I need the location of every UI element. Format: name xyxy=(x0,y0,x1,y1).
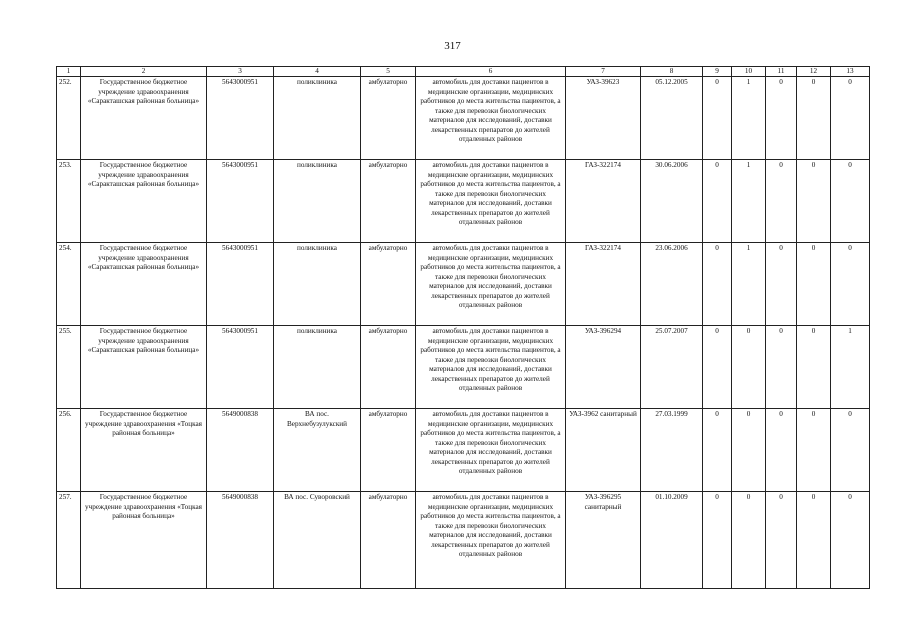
col11-cell: 0 xyxy=(766,77,797,160)
column-header: 4 xyxy=(274,67,361,77)
institution-cell: Государственное бюджетное учреждение здравоохранения «Саракташская районная больница» xyxy=(81,160,207,243)
care-type-cell: амбулаторно xyxy=(361,77,416,160)
col10-cell: 0 xyxy=(732,409,766,492)
col11-cell: 0 xyxy=(766,409,797,492)
col9-cell: 0 xyxy=(703,492,732,589)
column-header: 7 xyxy=(566,67,641,77)
page-number: 317 xyxy=(444,40,461,52)
purpose-cell: автомобиль для доставки пациентов в медицинские организации, медицинских работников до места жительства пациентов, а также для перевозки биологических материалов для исследований, доставки лекарственных препаратов до жителей отдаленных районов xyxy=(416,326,566,409)
care-type-cell: амбулаторно xyxy=(361,492,416,589)
date-cell: 27.03.1999 xyxy=(641,409,703,492)
vehicle-cell: УАЗ-39623 xyxy=(566,77,641,160)
unit-cell: ВА пос. Суворовский xyxy=(274,492,361,589)
column-header: 13 xyxy=(831,67,870,77)
row-number-cell: 253. xyxy=(57,160,81,243)
unit-cell: поликлиника xyxy=(274,77,361,160)
care-type-cell: амбулаторно xyxy=(361,409,416,492)
col9-cell: 0 xyxy=(703,77,732,160)
col10-cell: 1 xyxy=(732,160,766,243)
date-cell: 05.12.2005 xyxy=(641,77,703,160)
table-row xyxy=(57,160,870,243)
row-number-cell: 255. xyxy=(57,326,81,409)
col9-cell: 0 xyxy=(703,243,732,326)
col10-cell: 1 xyxy=(732,243,766,326)
column-header: 12 xyxy=(797,67,831,77)
col10-cell: 0 xyxy=(732,492,766,589)
inn-cell: 5643000951 xyxy=(207,326,274,409)
column-header: 9 xyxy=(703,67,732,77)
table-row xyxy=(57,409,870,492)
purpose-cell: автомобиль для доставки пациентов в медицинские организации, медицинских работников до места жительства пациентов, а также для перевозки биологических материалов для исследований, доставки лекарственных препаратов до жителей отдаленных районов xyxy=(416,160,566,243)
column-header: 3 xyxy=(207,67,274,77)
care-type-cell: амбулаторно xyxy=(361,160,416,243)
col11-cell: 0 xyxy=(766,160,797,243)
purpose-cell: автомобиль для доставки пациентов в медицинские организации, медицинских работников до места жительства пациентов, а также для перевозки биологических материалов для исследований, доставки лекарственных препаратов до жителей отдаленных районов xyxy=(416,409,566,492)
column-header: 2 xyxy=(81,67,207,77)
column-header: 6 xyxy=(416,67,566,77)
date-cell: 30.06.2006 xyxy=(641,160,703,243)
row-number-cell: 257. xyxy=(57,492,81,589)
institution-cell: Государственное бюджетное учреждение здравоохранения «Тоцкая районная больница» xyxy=(81,409,207,492)
row-number-cell: 256. xyxy=(57,409,81,492)
col10-cell: 1 xyxy=(732,77,766,160)
row-number-cell: 254. xyxy=(57,243,81,326)
column-header: 1 xyxy=(57,67,81,77)
inn-cell: 5649000838 xyxy=(207,409,274,492)
col13-cell: 0 xyxy=(831,243,870,326)
col9-cell: 0 xyxy=(703,409,732,492)
col12-cell: 0 xyxy=(797,492,831,589)
col9-cell: 0 xyxy=(703,160,732,243)
vehicle-cell: ГАЗ-322174 xyxy=(566,243,641,326)
unit-cell: поликлиника xyxy=(274,243,361,326)
vehicle-register-table xyxy=(56,66,870,589)
col13-cell: 0 xyxy=(831,409,870,492)
inn-cell: 5649000838 xyxy=(207,492,274,589)
col11-cell: 0 xyxy=(766,492,797,589)
institution-cell: Государственное бюджетное учреждение здравоохранения «Саракташская районная больница» xyxy=(81,326,207,409)
table-row xyxy=(57,243,870,326)
institution-cell: Государственное бюджетное учреждение здравоохранения «Саракташская районная больница» xyxy=(81,243,207,326)
col11-cell: 0 xyxy=(766,243,797,326)
institution-cell: Государственное бюджетное учреждение здравоохранения «Тоцкая районная больница» xyxy=(81,492,207,589)
vehicle-cell: УАЗ-396295 санитарный xyxy=(566,492,641,589)
table-row xyxy=(57,77,870,160)
column-number-header-row xyxy=(57,67,870,77)
inn-cell: 5643000951 xyxy=(207,77,274,160)
col13-cell: 1 xyxy=(831,326,870,409)
purpose-cell: автомобиль для доставки пациентов в медицинские организации, медицинских работников до места жительства пациентов, а также для перевозки биологических материалов для исследований, доставки лекарственных препаратов до жителей отдаленных районов xyxy=(416,77,566,160)
table-row xyxy=(57,492,870,589)
vehicle-cell: ГАЗ-322174 xyxy=(566,160,641,243)
date-cell: 01.10.2009 xyxy=(641,492,703,589)
col13-cell: 0 xyxy=(831,160,870,243)
table-row xyxy=(57,326,870,409)
col13-cell: 0 xyxy=(831,77,870,160)
col12-cell: 0 xyxy=(797,326,831,409)
unit-cell: поликлиника xyxy=(274,160,361,243)
vehicle-cell: УАЗ-396294 xyxy=(566,326,641,409)
inn-cell: 5643000951 xyxy=(207,160,274,243)
col12-cell: 0 xyxy=(797,243,831,326)
column-header: 8 xyxy=(641,67,703,77)
col9-cell: 0 xyxy=(703,326,732,409)
purpose-cell: автомобиль для доставки пациентов в медицинские организации, медицинских работников до места жительства пациентов, а также для перевозки биологических материалов для исследований, доставки лекарственных препаратов до жителей отдаленных районов xyxy=(416,492,566,589)
purpose-cell: автомобиль для доставки пациентов в медицинские организации, медицинских работников до места жительства пациентов, а также для перевозки биологических материалов для исследований, доставки лекарственных препаратов до жителей отдаленных районов xyxy=(416,243,566,326)
column-header: 10 xyxy=(732,67,766,77)
col11-cell: 0 xyxy=(766,326,797,409)
col12-cell: 0 xyxy=(797,409,831,492)
inn-cell: 5643000951 xyxy=(207,243,274,326)
col13-cell: 0 xyxy=(831,492,870,589)
col12-cell: 0 xyxy=(797,77,831,160)
date-cell: 25.07.2007 xyxy=(641,326,703,409)
row-number-cell: 252. xyxy=(57,77,81,160)
column-header: 5 xyxy=(361,67,416,77)
date-cell: 23.06.2006 xyxy=(641,243,703,326)
col12-cell: 0 xyxy=(797,160,831,243)
col10-cell: 0 xyxy=(732,326,766,409)
unit-cell: поликлиника xyxy=(274,326,361,409)
column-header: 11 xyxy=(766,67,797,77)
institution-cell: Государственное бюджетное учреждение здравоохранения «Саракташская районная больница» xyxy=(81,77,207,160)
care-type-cell: амбулаторно xyxy=(361,243,416,326)
vehicle-cell: УАЗ-3962 санитарный xyxy=(566,409,641,492)
care-type-cell: амбулаторно xyxy=(361,326,416,409)
unit-cell: ВА пос. Верхнебузулукский xyxy=(274,409,361,492)
